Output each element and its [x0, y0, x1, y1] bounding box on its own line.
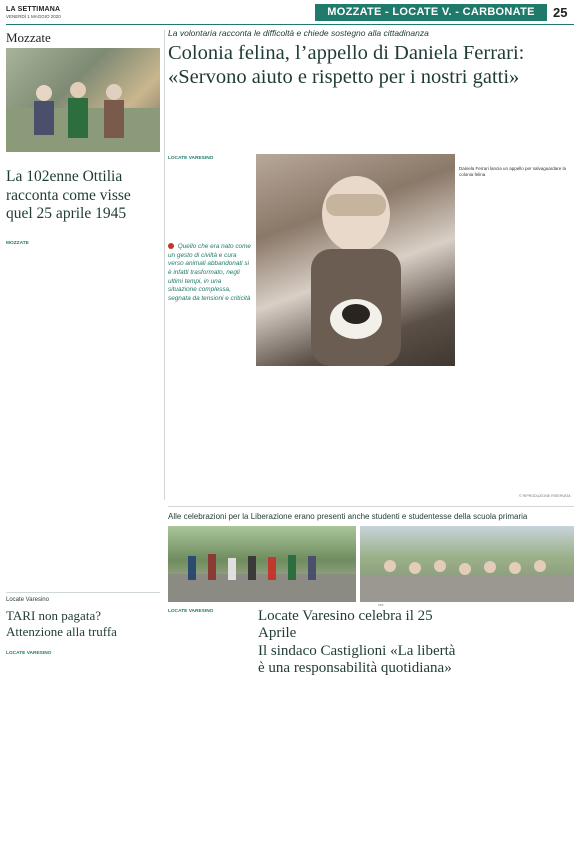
left-photo: [6, 48, 160, 152]
left-divider: [6, 592, 160, 593]
crowd-photo-icon: [168, 526, 356, 602]
tari-kicker: LOCATE VARESINO: [6, 651, 52, 656]
cat-photo-caption: Daniela Ferrari lancia un appello per salvaguardare la colonia felina: [459, 166, 567, 177]
copyright-credit: © RIPRODUZIONE RISERVATA: [519, 494, 571, 498]
left-headline: La 102enne Ottilia racconta come visse quel 25 aprile 1945: [6, 168, 131, 223]
liberation-headline-line2: Il sindaco Castiglioni «La libertà: [258, 642, 456, 659]
main-headline-line1: Colonia felina, l’appello di Daniela Ferrari:: [168, 42, 525, 64]
top-rule: [6, 24, 574, 25]
liberation-kicker: LOCATE VARESINO: [168, 609, 214, 614]
main-col1: [168, 155, 251, 162]
liberation-headline: [258, 608, 468, 677]
column-divider: [164, 30, 165, 500]
tari-col1: [6, 650, 82, 657]
main-headline: [168, 42, 574, 89]
left-kicker: MOZZATE: [6, 241, 29, 246]
section-divider: [168, 506, 574, 507]
liberation-headline-line3: è una responsabilità quotidiana»: [258, 659, 452, 676]
main-kicker-line: La volontaria racconta le difficoltà e chiede sostegno alla cittadinanza: [168, 28, 429, 38]
tari-section-title: Locate Varesino: [6, 597, 49, 603]
liberation-headline-line1: Locate Varesino celebra il 25 Aprile: [258, 608, 433, 642]
publication-name: LA SETTIMANA: [6, 6, 61, 13]
tari-headline: TARI non pagata? Attenzione alla truffa: [6, 608, 117, 639]
students-photo-icon: [360, 526, 574, 602]
main-headline-line2: «Servono aiuto e rispetto per i nostri gatti»: [168, 65, 520, 88]
main-byline: LOCATE VARESINO: [168, 156, 214, 161]
people-photo-icon: [6, 48, 160, 152]
liberation-photo-tag: xxx: [378, 603, 384, 607]
section-banner: MOZZATE - LOCATE V. - CARBONATE: [315, 4, 547, 21]
publication-date: VENERDÌ 1 MAGGIO 2020: [6, 14, 61, 19]
masthead: [6, 6, 61, 19]
left-body-col1: [6, 240, 82, 247]
cat-photo: [256, 154, 455, 366]
liberation-photo-caption: Alle celebrazioni per la Liberazione erano presenti anche studenti e studentesse della scuola primaria: [168, 512, 528, 521]
pull-quote-text: Quello che era nato come un gesto di civiltà e cura verso animali abbandonati si è infatti trasformato, negli ultimi tempi, in una situazione complessa, segnata da tensioni e criticità: [168, 243, 251, 302]
pull-quote: [168, 243, 251, 303]
page-number: 25: [553, 5, 568, 20]
cat-photo-icon: [256, 154, 455, 366]
liberation-photo-2: [360, 526, 574, 602]
liberation-col1: [168, 608, 252, 615]
left-section-title: Mozzate: [6, 30, 51, 45]
liberation-photo-1: [168, 526, 356, 602]
quote-marker-icon: [168, 243, 174, 249]
